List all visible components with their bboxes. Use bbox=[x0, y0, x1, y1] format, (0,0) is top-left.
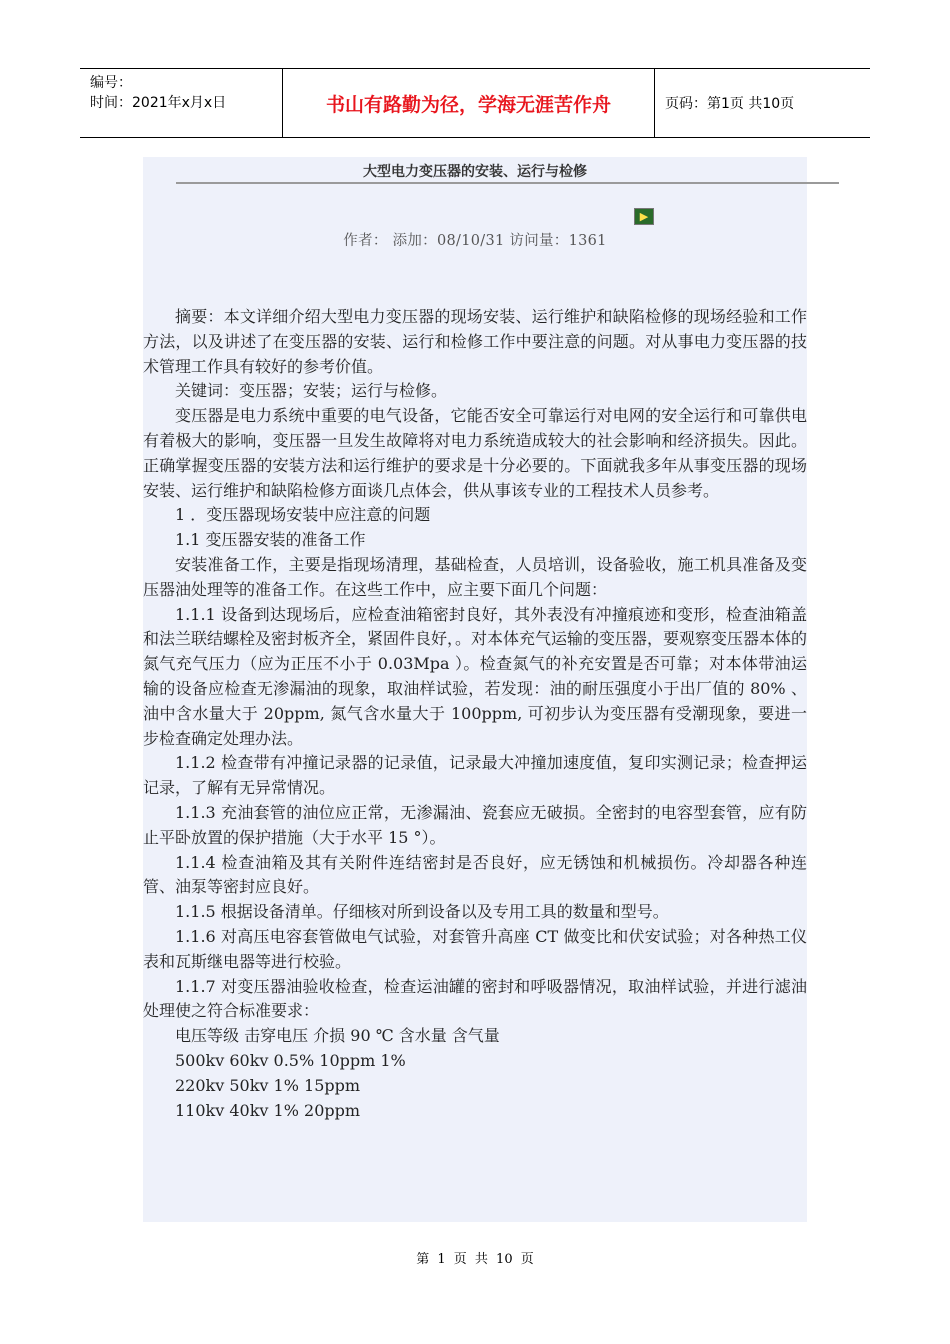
paragraph-abstract: 摘要：本文详细介绍大型电力变压器的现场安装、运行维护和缺陷检修的现场经验和工作方法，以及讲述了在变压器的安装、运行和检修工作中要注意的问题。对从事电力变压器的技术管理工作具有较好的参考价值。 bbox=[143, 307, 807, 376]
article-panel bbox=[143, 157, 807, 1222]
paragraph-1-1-3: 1.1.3 充油套管的油位应正常，无渗漏油、瓷套应无破损。全密封的电容型套管，应有防止平卧放置的保护措施（大于水平 15 °）。 bbox=[143, 802, 807, 847]
article-title: 大型电力变压器的安装、运行与检修 bbox=[363, 164, 587, 180]
subsection-heading: 1.1 变压器安装的准备工作 bbox=[175, 530, 366, 550]
paragraph-1-1-1: 1.1.1 设备到达现场后，应检查油箱密封良好，其外表没有冲撞痕迹和变形，检查油箱盖和法兰联结螺栓及密封板齐全，紧固件良好，。对本体充气运输的变压器，要观察变压器本体的氮气充气压力（应为正压不小于 0.03Mpa ）。检查氮气的补充安置是否可靠；对本体带油运输的设备应检查无渗漏油的现象，取油样试验，若发现：油的耐压强度小于出厂值的 80% 、油中含水量大于 20ppm, 氮气含水量大于 100ppm, 可初步认为变压器有受潮现象，要进一步检查确定处理办法。 bbox=[143, 604, 808, 748]
oil-table-header: 电压等级 击穿电压 介损 90 ℃ 含水量 含气量 bbox=[175, 1026, 500, 1046]
page-footer: 第 1 页 共 10 页 bbox=[416, 1252, 534, 1267]
header-left-cell bbox=[80, 69, 283, 137]
paragraph-1-1-2: 1.1.2 检查带有冲撞记录器的记录值，记录最大冲撞加速度值，复印实测记录；检查押运记录，了解有无异常情况。 bbox=[143, 753, 807, 798]
article-body bbox=[143, 305, 807, 1123]
page-header bbox=[80, 68, 870, 138]
number-label: 编号： bbox=[90, 75, 132, 91]
oil-table-row: 110kv 40kv 1% 20ppm bbox=[175, 1100, 361, 1120]
header-motto: 书山有路勤为径，学海无涯苦作舟 bbox=[283, 69, 655, 137]
paragraph-1-1-5: 1.1.5 根据设备清单。仔细核对所到设备以及专用工具的数量和型号。 bbox=[175, 902, 669, 922]
paragraph-1-1-6: 1.1.6 对高压电容套管做电气试验，对套管升高座 CT 做变比和伏安试验；对各种热工仪表和瓦斯继电器等进行校验。 bbox=[143, 926, 807, 971]
oil-table-row: 500kv 60kv 0.5% 10ppm 1% bbox=[175, 1050, 406, 1070]
header-page-info: 页码：第1页 共10页 bbox=[665, 96, 795, 112]
title-divider bbox=[176, 182, 839, 184]
paragraph-intro: 变压器是电力系统中重要的电气设备，它能否安全可靠运行对电网的安全运行和可靠供电有着极大的影响，变压器一旦发生故障将对电力系统造成较大的社会影响和经济损失。因此。正确掌握变压器的安装方法和运行维护的要求是十分必要的。下面就我多年从事变压器的现场安装、运行维护和缺陷检修方面谈几点体会，供从事该专业的工程技术人员参考。 bbox=[143, 406, 807, 500]
article-meta: 作者： 添加：08/10/31 访问量：1361 bbox=[343, 233, 607, 249]
oil-table-row: 220kv 50kv 1% 15ppm bbox=[175, 1075, 361, 1095]
print-icon[interactable]: ▶ bbox=[634, 208, 654, 225]
paragraph-1-1-7: 1.1.7 对变压器油验收检查，检查运油罐的密封和呼吸器情况，取油样试验，并进行滤油处理使之符合标准要求： bbox=[143, 976, 807, 1021]
paragraph-keywords: 关键词：变压器；安装；运行与检修。 bbox=[175, 381, 448, 401]
paragraph-prep: 安装准备工作，主要是指现场清理，基础检查，人员培训，设备验收，施工机具准备及变压器油处理等的准备工作。在这些工作中，应主要下面几个问题： bbox=[143, 554, 807, 599]
paragraph-1-1-4: 1.1.4 检查油箱及其有关附件连结密封是否良好，应无锈蚀和机械损伤。冷却器各种连管、油泵等密封应良好。 bbox=[143, 852, 807, 897]
section-heading: 1 ．变压器现场安装中应注意的问题 bbox=[175, 505, 431, 525]
time-label: 时间：2021年x月x日 bbox=[90, 95, 227, 111]
